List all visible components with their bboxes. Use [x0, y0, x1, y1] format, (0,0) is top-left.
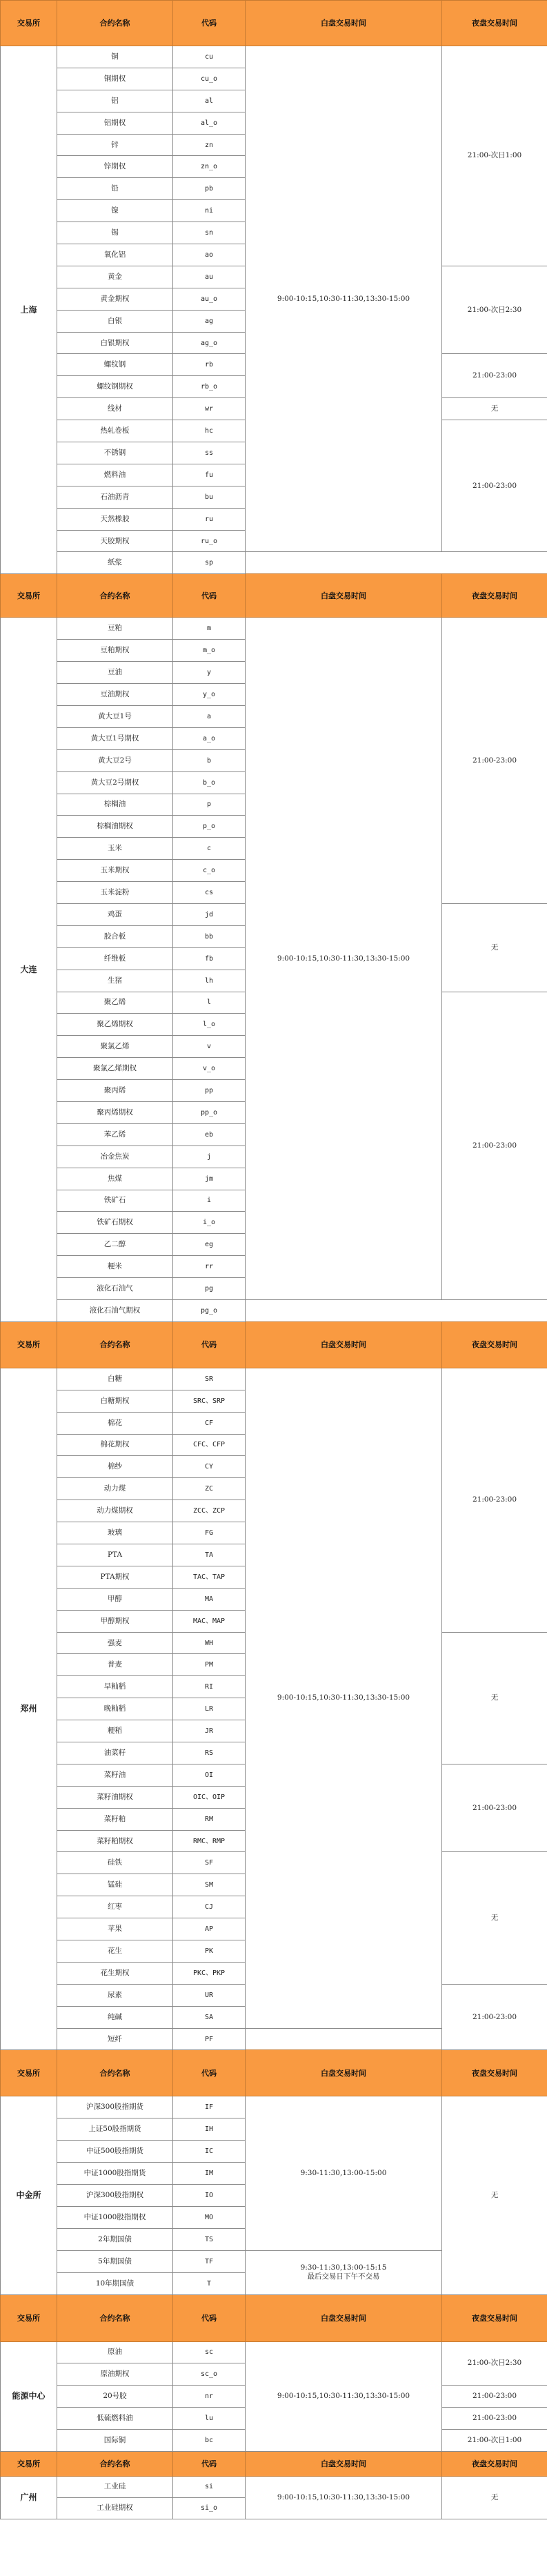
contract-code: fb [173, 947, 246, 970]
contract-name: 10年期国债 [57, 2272, 173, 2294]
section-header-row [1, 2294, 547, 2341]
contract-name: 沪深300股指期权 [57, 2185, 173, 2207]
contract-code: eg [173, 1234, 246, 1256]
contract-code: p_o [173, 816, 246, 838]
header-code: 代码 [173, 2050, 246, 2096]
contract-code: rr [173, 1256, 246, 1278]
contract-name: 油菜籽 [57, 1742, 173, 1764]
contract-code: AP [173, 1918, 246, 1940]
contract-code: OIC、OIP [173, 1786, 246, 1808]
exchange-name: 广州 [1, 2476, 57, 2519]
contract-code: wr [173, 398, 246, 420]
contract-code: sn [173, 222, 246, 244]
night-session-hours: 无 [442, 398, 547, 420]
contract-name: 焦煤 [57, 1168, 173, 1190]
contract-name: 热轧卷板 [57, 420, 173, 442]
contract-code: bu [173, 486, 246, 508]
contract-name: 玉米期权 [57, 860, 173, 882]
contract-code: SF [173, 1852, 246, 1874]
contract-code: PM [173, 1654, 246, 1676]
night-session-hours: 21:00-次日1:00 [442, 46, 547, 266]
night-session-hours: 21:00-23:00 [442, 1984, 547, 2050]
contract-code: CJ [173, 1896, 246, 1918]
contract-code: bb [173, 925, 246, 947]
header-exchange: 交易所 [1, 1, 57, 46]
header-exchange: 交易所 [1, 2294, 57, 2341]
contract-name: 棉纱 [57, 1456, 173, 1478]
contract-code: b_o [173, 771, 246, 794]
contract-code: ag_o [173, 332, 246, 354]
contract-code: c_o [173, 860, 246, 882]
contract-code: FG [173, 1522, 246, 1544]
contract-name: PTA [57, 1544, 173, 1566]
contract-row [1, 2476, 547, 2497]
contract-code: WH [173, 1632, 246, 1654]
header-exchange: 交易所 [1, 1321, 57, 1368]
contract-name: 燃料油 [57, 464, 173, 486]
contract-name: 黄金 [57, 266, 173, 288]
contract-name: 甲醇 [57, 1588, 173, 1610]
contract-name: 动力煤期权 [57, 1500, 173, 1522]
contract-name: 早籼稻 [57, 1676, 173, 1698]
contract-code: cu_o [173, 68, 246, 90]
night-session-hours: 无 [442, 903, 547, 992]
contract-code: CF [173, 1412, 246, 1434]
contract-name: PTA期权 [57, 1566, 173, 1588]
contract-name: 铝 [57, 90, 173, 112]
header-code: 代码 [173, 2451, 246, 2476]
contract-code: b [173, 749, 246, 771]
header-night: 夜盘交易时间 [442, 1321, 547, 1368]
contract-code: m_o [173, 640, 246, 662]
contract-name: 中证1000股指期货 [57, 2163, 173, 2185]
contract-code: PF [173, 2028, 246, 2050]
contract-code: OI [173, 1764, 246, 1786]
header-exchange: 交易所 [1, 2050, 57, 2096]
contract-code: sc_o [173, 2363, 246, 2386]
header-night: 夜盘交易时间 [442, 1, 547, 46]
night-session-hours: 21:00-次日2:30 [442, 266, 547, 354]
header-code: 代码 [173, 1, 246, 46]
contract-name: 20号胶 [57, 2386, 173, 2408]
contract-name: 铜 [57, 46, 173, 68]
contract-name: 铅 [57, 178, 173, 200]
contract-name: 线材 [57, 398, 173, 420]
contract-name: 铝期权 [57, 112, 173, 134]
contract-code: au [173, 266, 246, 288]
night-session-hours: 无 [442, 2476, 547, 2519]
exchange-name: 郑州 [1, 1368, 57, 2050]
contract-name: 黄大豆1号 [57, 705, 173, 727]
contract-code: v [173, 1036, 246, 1058]
contract-name: 棕榈油 [57, 794, 173, 816]
day-session-hours: 9:00-10:15,10:30-11:30,13:30-15:00 [246, 618, 442, 1300]
contract-code: l_o [173, 1014, 246, 1036]
contract-name: 粳米 [57, 1256, 173, 1278]
night-session-hours: 21:00-23:00 [442, 420, 547, 552]
contract-code: cs [173, 882, 246, 904]
contract-name: 棉花 [57, 1412, 173, 1434]
contract-name: 菜籽油期权 [57, 1786, 173, 1808]
contract-name: 菜籽油 [57, 1764, 173, 1786]
contract-name: 玉米 [57, 838, 173, 860]
contract-name: 硅铁 [57, 1852, 173, 1874]
contract-code: ss [173, 442, 246, 464]
contract-name: 液化石油气期权 [57, 1299, 173, 1321]
contract-code: pp [173, 1080, 246, 1102]
contract-name: 甲醇期权 [57, 1610, 173, 1632]
night-session-hours: 21:00-23:00 [442, 354, 547, 398]
contract-code: a_o [173, 727, 246, 749]
contract-code: al [173, 90, 246, 112]
contract-code: y_o [173, 684, 246, 706]
contract-name: 白糖期权 [57, 1390, 173, 1412]
contract-code: TF [173, 2250, 246, 2272]
exchange-name: 中金所 [1, 2096, 57, 2294]
contract-name: 铁矿石期权 [57, 1212, 173, 1234]
contract-name: 花生 [57, 1940, 173, 1963]
contract-code: RS [173, 1742, 246, 1764]
contract-name: 聚氯乙烯期权 [57, 1058, 173, 1080]
contract-name: 氧化铝 [57, 244, 173, 266]
contract-name: 豆粕期权 [57, 640, 173, 662]
contract-name: 豆油期权 [57, 684, 173, 706]
contract-code: SRC、SRP [173, 1390, 246, 1412]
contract-name: 纯碱 [57, 2006, 173, 2028]
night-session-hours: 无 [442, 1632, 547, 1764]
contract-code: hc [173, 420, 246, 442]
night-session-hours: 21:00-23:00 [442, 1368, 547, 1632]
contract-code: zn [173, 134, 246, 156]
contract-name: 豆粕 [57, 618, 173, 640]
contract-code: RM [173, 1808, 246, 1830]
contract-name: 工业硅期权 [57, 2497, 173, 2519]
contract-code: ag [173, 310, 246, 332]
night-session-hours: 无 [442, 1852, 547, 1984]
contract-code: ru [173, 508, 246, 530]
contract-name: 鸡蛋 [57, 903, 173, 925]
day-session-hours: 9:00-10:15,10:30-11:30,13:30-15:00 [246, 2341, 442, 2451]
night-session-hours: 21:00-23:00 [442, 992, 547, 1299]
exchange-name: 大连 [1, 618, 57, 1322]
contract-name: 生猪 [57, 970, 173, 992]
contract-code: ru_o [173, 530, 246, 552]
contract-code: jd [173, 903, 246, 925]
contract-code: zn_o [173, 156, 246, 178]
contract-code: jm [173, 1168, 246, 1190]
contract-name: 黄大豆2号期权 [57, 771, 173, 794]
contract-name: 乙二醇 [57, 1234, 173, 1256]
contract-name: 强麦 [57, 1632, 173, 1654]
contract-code: nr [173, 2386, 246, 2408]
day-session-hours: 9:00-10:15,10:30-11:30,13:30-15:00 [246, 1368, 442, 2028]
night-session-hours: 21:00-23:00 [442, 2386, 547, 2408]
contract-name: 棉花期权 [57, 1434, 173, 1456]
contract-code: CFC、CFP [173, 1434, 246, 1456]
contract-name: 锌 [57, 134, 173, 156]
contract-name: 普麦 [57, 1654, 173, 1676]
contract-code: eb [173, 1123, 246, 1146]
contract-name: 低硫燃料油 [57, 2408, 173, 2430]
contract-name: 黄金期权 [57, 288, 173, 310]
contract-code: MA [173, 1588, 246, 1610]
contract-code: SM [173, 1874, 246, 1896]
contract-code: PKC、PKP [173, 1962, 246, 1984]
contract-code: m [173, 618, 246, 640]
contract-name: 玻璃 [57, 1522, 173, 1544]
contract-code: sp [173, 552, 246, 574]
contract-name: 白糖 [57, 1368, 173, 1390]
contract-code: SR [173, 1368, 246, 1390]
contract-code: al_o [173, 112, 246, 134]
contract-code: RMC、RMP [173, 1830, 246, 1852]
contract-code: IM [173, 2163, 246, 2185]
contract-name: 晚籼稻 [57, 1698, 173, 1720]
contract-name: 铜期权 [57, 68, 173, 90]
contract-name: 国际铜 [57, 2430, 173, 2452]
contract-code: pp_o [173, 1101, 246, 1123]
header-code: 代码 [173, 1321, 246, 1368]
night-session-hours: 21:00-23:00 [442, 1764, 547, 1852]
contract-code: MAC、MAP [173, 1610, 246, 1632]
section-header-row [1, 1321, 547, 1368]
contract-row [1, 1368, 547, 1390]
header-contract: 合约名称 [57, 2451, 173, 2476]
contract-name: 红枣 [57, 1896, 173, 1918]
contract-code: fu [173, 464, 246, 486]
contract-name: 动力煤 [57, 1478, 173, 1500]
contract-code: IC [173, 2141, 246, 2163]
header-day: 白盘交易时间 [246, 2451, 442, 2476]
contract-code: rb [173, 354, 246, 376]
day-session-hours: 9:30-11:30,13:00-15:15 最后交易日下午不交易 [246, 2250, 442, 2294]
contract-code: PK [173, 1940, 246, 1963]
section-header-row [1, 574, 547, 618]
section-header-row [1, 2050, 547, 2096]
contract-name: 菜籽粕期权 [57, 1830, 173, 1852]
contract-row [1, 2096, 547, 2118]
header-day: 白盘交易时间 [246, 1321, 442, 1368]
contract-name: 聚丙烯 [57, 1080, 173, 1102]
contract-code: ao [173, 244, 246, 266]
contract-name: 聚丙烯期权 [57, 1101, 173, 1123]
contract-name: 花生期权 [57, 1962, 173, 1984]
contract-code: c [173, 838, 246, 860]
contract-name: 铁矿石 [57, 1190, 173, 1212]
contract-code: RI [173, 1676, 246, 1698]
night-session-hours: 无 [442, 2096, 547, 2294]
contract-name: 沪深300股指期货 [57, 2096, 173, 2118]
contract-code: si [173, 2476, 246, 2497]
exchange-name: 能源中心 [1, 2341, 57, 2451]
contract-code: lu [173, 2408, 246, 2430]
contract-code: j [173, 1146, 246, 1168]
header-night: 夜盘交易时间 [442, 2050, 547, 2096]
section-header-row [1, 1, 547, 46]
contract-code: TAC、TAP [173, 1566, 246, 1588]
contract-code: pg_o [173, 1299, 246, 1321]
contract-name: 玉米淀粉 [57, 882, 173, 904]
header-exchange: 交易所 [1, 2451, 57, 2476]
contract-name: 不锈钢 [57, 442, 173, 464]
contract-name: 天胶期权 [57, 530, 173, 552]
day-session-hours: 9:00-10:15,10:30-11:30,13:30-15:00 [246, 2476, 442, 2519]
contract-code: p [173, 794, 246, 816]
night-session-hours: 21:00-23:00 [442, 2408, 547, 2430]
contract-code: JR [173, 1720, 246, 1742]
contract-code: LR [173, 1698, 246, 1720]
header-night: 夜盘交易时间 [442, 2294, 547, 2341]
section-header-row [1, 2451, 547, 2476]
contract-row [1, 2341, 547, 2363]
contract-code: cu [173, 46, 246, 68]
night-session-hours: 21:00-次日2:30 [442, 2341, 547, 2386]
contract-name: 天然橡胶 [57, 508, 173, 530]
contract-code: sc [173, 2341, 246, 2363]
contract-name: 螺纹钢 [57, 354, 173, 376]
header-day: 白盘交易时间 [246, 2050, 442, 2096]
contract-name: 液化石油气 [57, 1278, 173, 1300]
day-session-hours: 9:00-10:15,10:30-11:30,13:30-15:00 [246, 46, 442, 552]
contract-code: bc [173, 2430, 246, 2452]
contract-name: 纸浆 [57, 552, 173, 574]
contract-name: 工业硅 [57, 2476, 173, 2497]
contract-code: v_o [173, 1058, 246, 1080]
header-exchange: 交易所 [1, 574, 57, 618]
contract-row [1, 46, 547, 68]
header-code: 代码 [173, 2294, 246, 2341]
contract-name: 2年期国债 [57, 2228, 173, 2250]
contract-code: a [173, 705, 246, 727]
contract-name: 黄大豆1号期权 [57, 727, 173, 749]
contract-code: TA [173, 1544, 246, 1566]
contract-name: 苯乙烯 [57, 1123, 173, 1146]
contract-name: 5年期国债 [57, 2250, 173, 2272]
contract-code: MO [173, 2206, 246, 2228]
contract-name: 胶合板 [57, 925, 173, 947]
night-session-hours: 21:00-次日1:00 [442, 2430, 547, 2452]
contract-name: 短纤 [57, 2028, 173, 2050]
header-day: 白盘交易时间 [246, 574, 442, 618]
contract-code: IF [173, 2096, 246, 2118]
header-contract: 合约名称 [57, 2050, 173, 2096]
header-contract: 合约名称 [57, 2294, 173, 2341]
contract-name: 锰硅 [57, 1874, 173, 1896]
header-night: 夜盘交易时间 [442, 2451, 547, 2476]
contract-name: 镍 [57, 200, 173, 222]
header-day: 白盘交易时间 [246, 2294, 442, 2341]
contract-name: 螺纹钢期权 [57, 376, 173, 398]
contract-name: 粳稻 [57, 1720, 173, 1742]
contract-name: 纤维板 [57, 947, 173, 970]
contract-code: l [173, 992, 246, 1014]
contract-code: CY [173, 1456, 246, 1478]
contract-name: 白银 [57, 310, 173, 332]
contract-row [1, 618, 547, 640]
contract-code: UR [173, 1984, 246, 2006]
contract-name: 原油 [57, 2341, 173, 2363]
night-session-hours: 21:00-23:00 [442, 618, 547, 904]
contract-name: 冶金焦炭 [57, 1146, 173, 1168]
contract-name: 苹果 [57, 1918, 173, 1940]
contract-row [1, 1299, 547, 1321]
exchange-name: 上海 [1, 46, 57, 574]
contract-code: rb_o [173, 376, 246, 398]
contract-code: IH [173, 2118, 246, 2141]
contract-name: 豆油 [57, 662, 173, 684]
day-session-hours: 9:30-11:30,13:00-15:00 [246, 2096, 442, 2250]
contract-name: 尿素 [57, 1984, 173, 2006]
contract-code: pg [173, 1278, 246, 1300]
contract-name: 聚乙烯期权 [57, 1014, 173, 1036]
contract-name: 锌期权 [57, 156, 173, 178]
contract-code: i [173, 1190, 246, 1212]
contract-row [1, 552, 547, 574]
contract-name: 黄大豆2号 [57, 749, 173, 771]
contract-code: T [173, 2272, 246, 2294]
header-contract: 合约名称 [57, 574, 173, 618]
contract-name: 原油期权 [57, 2363, 173, 2386]
contract-name: 上证50股指期货 [57, 2118, 173, 2141]
contract-code: IO [173, 2185, 246, 2207]
contract-code: pb [173, 178, 246, 200]
contract-name: 棕榈油期权 [57, 816, 173, 838]
header-code: 代码 [173, 574, 246, 618]
contract-name: 中证500股指期货 [57, 2141, 173, 2163]
contract-code: y [173, 662, 246, 684]
contract-name: 菜籽粕 [57, 1808, 173, 1830]
contract-name: 白银期权 [57, 332, 173, 354]
contract-code: si_o [173, 2497, 246, 2519]
contract-code: TS [173, 2228, 246, 2250]
contract-name: 聚氯乙烯 [57, 1036, 173, 1058]
contract-code: lh [173, 970, 246, 992]
header-contract: 合约名称 [57, 1321, 173, 1368]
contract-name: 聚乙烯 [57, 992, 173, 1014]
contract-name: 锡 [57, 222, 173, 244]
contract-code: SA [173, 2006, 246, 2028]
contract-code: au_o [173, 288, 246, 310]
contract-name: 中证1000股指期权 [57, 2206, 173, 2228]
header-contract: 合约名称 [57, 1, 173, 46]
contract-code: ZC [173, 1478, 246, 1500]
contract-code: i_o [173, 1212, 246, 1234]
contract-code: ni [173, 200, 246, 222]
contract-code: ZCC、ZCP [173, 1500, 246, 1522]
header-night: 夜盘交易时间 [442, 574, 547, 618]
contract-name: 石油沥青 [57, 486, 173, 508]
header-day: 白盘交易时间 [246, 1, 442, 46]
